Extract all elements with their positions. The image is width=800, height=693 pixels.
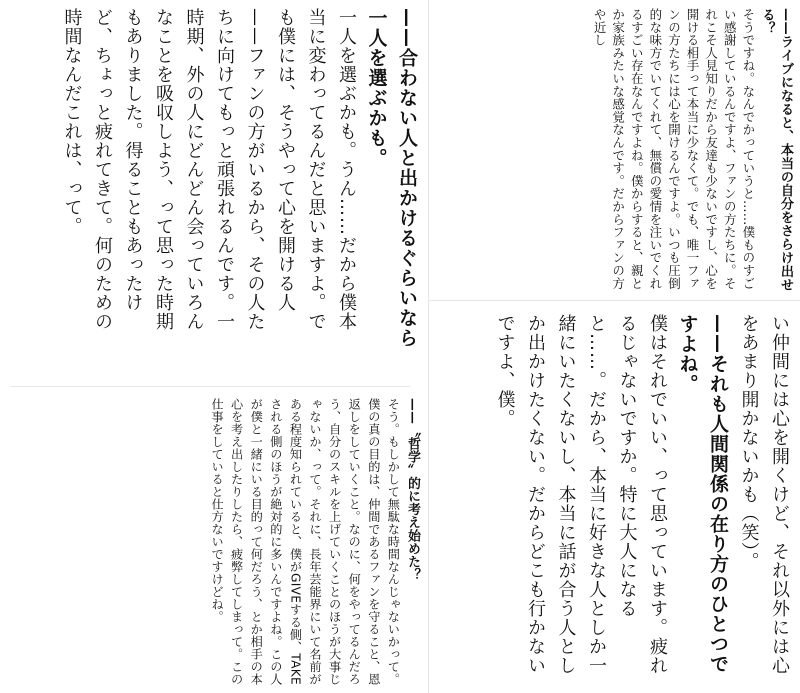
section-rule — [10, 386, 410, 387]
interview-block-left-bottom — [0, 398, 428, 688]
vertical-text-block — [489, 314, 794, 685]
vertical-text-block — [589, 8, 794, 294]
interview-question: ——それも人間関係の在り方のひとつですよね。 — [676, 314, 729, 674]
interview-answer-continued: い仲間には心を開くけど、それ以外には心をあまり開かないかも（笑）。 — [738, 314, 790, 675]
interview-question: ——ライブになると、本当の自分をさらけ出せる？ — [759, 8, 793, 292]
vertical-text-block — [206, 398, 422, 688]
interview-answer: 一人を選ぶかも。うん……だから僕本当に変わってるんだと思いますよ。でも僕には、そうやって心を開ける人——ファンの方がいるから、その人たちに向けてもっと頑張れるんです。一時期、外の人にどんどん会っていろんなことを吸収しよう、って思った時期もありました。得ることもあったけど、ちょっと疲れてきて。何のための時間なんだこれは、って。 — [61, 8, 357, 331]
interview-answer: そうですね。なんでかっていうと……僕ものすごい感謝しているんですよ、ファンの方たちに。それこそ人見知りだから友達も少ないですし、心を開ける相手って本当に少なくて。でも、唯一ファンの方たちには心を開けるんですよ。いつも圧倒的な味方でいてくれて、無償の愛情を注いでくれるすごい存在なんですよね。僕からすると、親とか家族みたいな感覚なんです。だからファンの方や近し — [592, 8, 756, 290]
vertical-text-block — [56, 8, 422, 348]
interview-question: ——〝哲学〟的に考え始めた？ — [405, 398, 420, 582]
interview-question: ——合わない人と出かけるぐらいなら一人を選ぶかも。 — [365, 8, 418, 348]
interview-block-left-top — [0, 8, 428, 348]
interview-answer: 僕はそれでいい、って思っています。疲れるじゃないですか。特に大人になると……。だから、本当に好きな人としか一緒にいたくないし、本当に話が合う人としか出かけたくない。だからどこも行かないですよ、僕。 — [494, 314, 668, 675]
interview-panel-bottom-right — [428, 300, 800, 693]
interview-panel-top-right — [428, 0, 800, 300]
interview-answer: そう。もしかして無駄な時間なんじゃないかって。僕の真の目的は、仲間であるファンを守ること、恩返しをしていくこと。なのに、何をやってるんだろう、自分のスキルを上げていくことのほうが大事じゃないか、って。それに、長年芸能界にいて名前がある程度知られていると、僕がGIVEする側、TAKEされる側のほうが絶対的に多いんですよね。この人が僕と一緒にいる目的って何だろう、とか相手の本心を考え出したりしたら、疲弊してしまって。この仕事をしていると仕方ないですけどね。 — [210, 398, 401, 686]
